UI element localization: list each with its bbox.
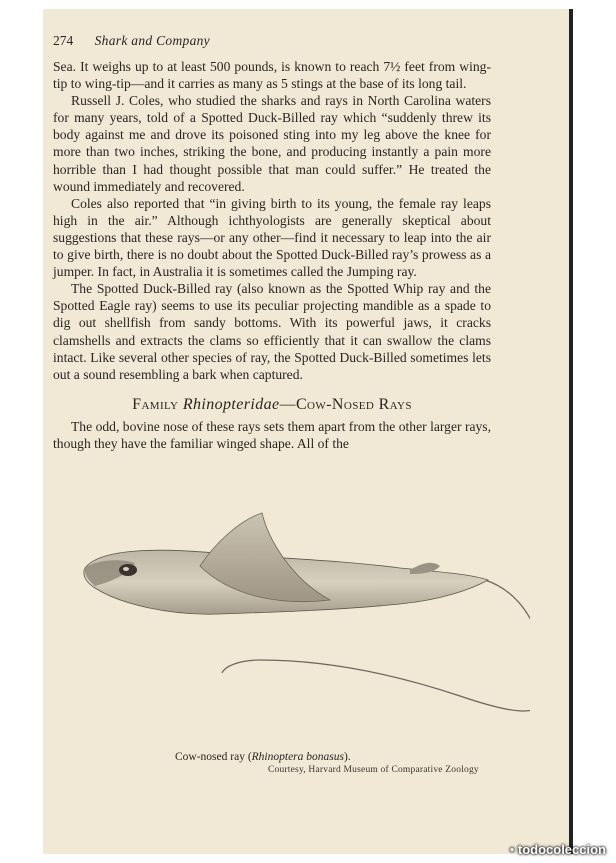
page-spine-edge [569,9,573,854]
watermark-dot-icon: • [509,842,518,857]
paragraph: Russell J. Coles, who studied the sharks and rays in North Carolina waters for many years, told of a Spotted Duck-Billed ray which “suddenly threw its body against me and drove its poisoned sting into my leg above the knee for more than two inches, striking the bone, and producing instantly a pain more horrible than I had thought possible that man could suffer.” He treated the wound immediately and recovered. [53,93,491,194]
ray-eye-highlight [123,567,129,571]
caption-suffix: ). [343,751,351,763]
cow-nosed-ray-illustration [40,508,530,718]
paragraph: The odd, bovine nose of these rays sets them apart from the other larger rays, though they have the familiar winged shape. All of the [53,418,491,451]
heading-common-name: Cow-Nosed Rays [295,395,412,413]
caption-prefix: Cow-nosed ray ( [175,751,252,763]
paragraph: Sea. It weighs up to at least 500 pounds, is known to reach 7½ feet from wing-tip to wing-tip—and it carries as many as 5 stings at the base of its long tail. [53,59,491,92]
running-title: Shark and Company [94,33,210,48]
caption-species: Rhinoptera bonasus [251,751,344,763]
heading-dash: — [279,395,296,413]
running-header [53,33,210,49]
paragraph: The Spotted Duck-Billed ray (also known as the Spotted Whip ray and the Spotted Eagle ray) seems to use its peculiar projecting mandible as a spade to dig out shellfish from sandy bottoms. With its powerful jaws, it cracks clamshells and extracts the clams so efficiently that it can swallow the clams intact. Like several other species of ray, the Spotted Duck-Billed sometimes lets out a sound resembling a bark when captured. [53,281,491,382]
page-number: 274 [53,33,74,48]
figure-caption [175,751,351,763]
heading-family-word: Family [132,395,179,413]
figure-credit: Courtesy, Harvard Museum of Comparative Zoology [268,765,479,775]
watermark-text: todocoleccion [517,842,606,857]
heading-family-name: Rhinopteridae [182,395,280,413]
paragraph: Coles also reported that “in giving birth to its young, the female ray leaps high in the air.” Although ichthyologists are generally skeptical about suggestions that these rays—or any other—find it necessary to leap into the air to give birth, there is no doubt about the Spotted Duck-Billed ray’s prowess as a jumper. In fact, in Australia it is sometimes called the Jumping ray. [53,195,491,280]
watermark [510,842,606,857]
section-heading [53,396,491,413]
body-text [53,58,491,452]
